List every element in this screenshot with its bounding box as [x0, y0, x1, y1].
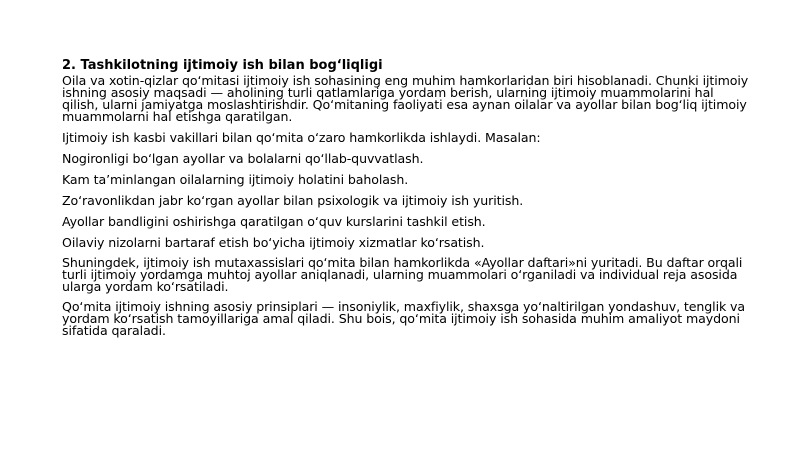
- section-heading: 2. Tashkilotning ijtimoiy ish bilan bog‘liqligi: [62, 58, 383, 73]
- paragraph-principles: Qo‘mita ijtimoiy ishning asosiy prinsiplari — insoniylik, maxfiylik, shaxsga yo‘naltirilgan yondashuv, tenglik va yordam ko‘rsatish tamoyillariga amal qiladi. Shu bois, qo‘mita ijtimoiy ish sohasida muhim amaliyot maydoni sifatida qaraladi.: [62, 299, 746, 338]
- paragraph-cooperation: Ijtimoiy ish kasbi vakillari bilan qo‘mita o‘zaro hamkorlikda ishlaydi. Masalan:: [62, 130, 541, 145]
- list-item: Oilaviy nizolarni bartaraf etish bo‘yicha ijtimoiy xizmatlar ko‘rsatish.: [62, 235, 485, 250]
- list-item: Nogironligi bo‘lgan ayollar va bolalarni qo‘llab-quvvatlash.: [62, 151, 424, 166]
- document-page: [62, 58, 752, 345]
- list-item: Kam ta’minlangan oilalarning ijtimoiy holatini baholash.: [62, 172, 409, 187]
- paragraph-women-registry: Shuningdek, ijtimoiy ish mutaxassislari qo‘mita bilan hamkorlikda «Ayollar daftari»ni yuritadi. Bu daftar orqali turli ijtimoiy yordamga muhtoj ayollar aniqlanadi, ularning muammolari o‘rganiladi va individual reja asosida ularga yordam ko‘rsatiladi.: [62, 255, 743, 294]
- list-item: Ayollar bandligini oshirishga qaratilgan o‘quv kurslarini tashkil etish.: [62, 214, 486, 229]
- list-item: Zo‘ravonlikdan jabr ko‘rgan ayollar bilan psixologik va ijtimoiy ish yuritish.: [62, 193, 524, 208]
- paragraph-intro: Oila va xotin-qizlar qo‘mitasi ijtimoiy ish sohasining eng muhim hamkorlaridan biri hisoblanadi. Chunki ijtimoiy ishning asosiy maqsadi — aholining turli qatlamlariga yordam berish, ularning ijtimoiy muammolarini hal qilish, ularni jamiyatga moslashtirishdir. Qo‘mitaning faoliyati esa aynan oilalar va ayollar bilan bog‘liq ijtimoiy muammolarni hal etishga qaratilgan.: [62, 73, 749, 124]
